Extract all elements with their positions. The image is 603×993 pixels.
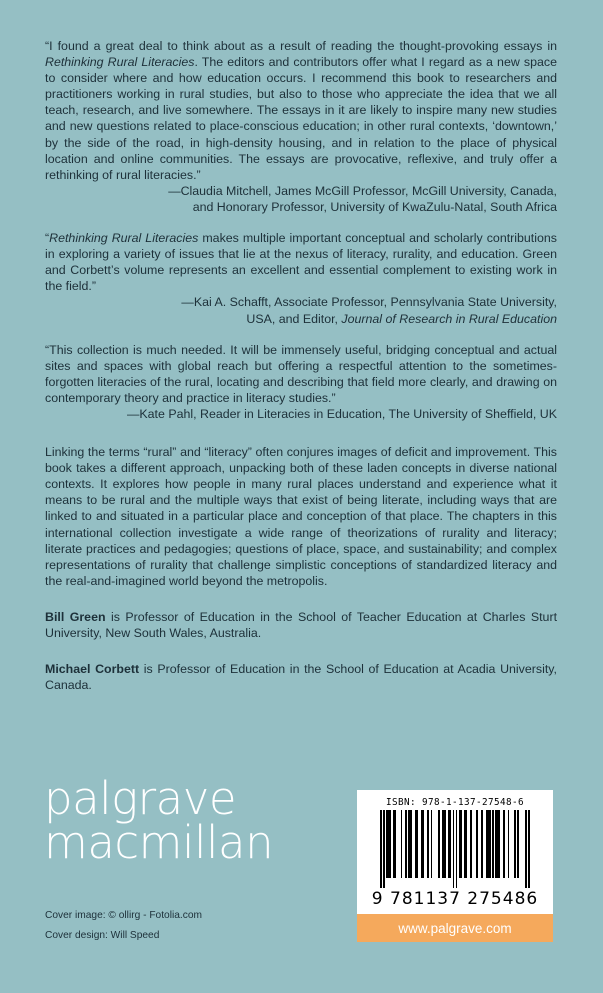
publisher-name-primary: palgrave [44, 772, 237, 825]
publisher-website-text: www.palgrave.com [398, 920, 512, 936]
quote-2-text-pre: “ [45, 231, 50, 246]
author-bio-bill-green [45, 609, 557, 641]
quote-2-text-post: makes multiple important conceptual and scholarly contributions in exploring a variety of issues that lie at the nexus of literacy, rurality, and education. Green and Corbett’s volume represents an excellent and essential complement to existing work in the field.” [45, 231, 557, 294]
isbn-label: ISBN: 978-1-137-27548-6 [386, 797, 524, 808]
quote-1-text-pre: “I found a great deal to think about as a result of reading the thought-provoking essays in [45, 39, 557, 53]
author-name: Michael Corbett [45, 662, 140, 677]
review-quote-3 [45, 342, 557, 422]
quote-2-book-title: Rethinking Rural Literacies [49, 231, 199, 246]
review-quote-2-body [45, 230, 557, 294]
cover-design-credit: Cover design: Will Speed [45, 930, 160, 941]
review-quote-3-attribution [45, 406, 557, 422]
attribution-journal-pre: USA, and Editor, [246, 311, 342, 326]
cover-image-credit: Cover image: © ollirg - Fotolia.com [45, 910, 202, 921]
barcode-bars [380, 810, 530, 888]
review-quote-3-body: “This collection is much needed. It will be immensely useful, bridging conceptual and actual sites and spaces with global reach but offering a respectful attention to the sometimes-forgotten literacies of the rural, locating and describing that field more clearly, and drawing on contemporary theory and practice in literacy studies.” [45, 342, 557, 405]
attribution-line: —Claudia Mitchell, James McGill Professor, McGill University, Canada, [168, 183, 557, 198]
author-name: Bill Green [45, 609, 106, 624]
palgrave-macmillan-logo [44, 772, 274, 870]
review-quote-1-body [45, 38, 557, 183]
cover-credits [45, 906, 202, 946]
isbn-barcode-box [357, 790, 553, 942]
attribution-line: and Honorary Professor, University of KwaZulu-Natal, South Africa [192, 199, 557, 214]
publisher-name-secondary: macmillan [44, 816, 274, 870]
author-bio-michael-corbett [45, 661, 557, 693]
attribution-line: —Kate Pahl, Reader in Literacies in Education, The University of Sheffield, UK [127, 406, 557, 421]
quote-1-text-post: . The editors and contributors offer what I regard as a new space to consider where and how education occurs. I recommend this book to researchers and practitioners working in rural studies, but also to those who appreciate the idea that we all teach, research, and live somewhere. The essays in it are likely to inspire many new studies and new questions related to place-conscious education; in other rural contexts, ‘downtown,’ by the side of the road, in high-density housing, and in relation to the place of physical location and online communities. The essays are provocative, reflexive, and truly offer a rethinking of rural literacies.” [45, 55, 557, 182]
publisher-website-bar[interactable] [357, 914, 553, 942]
author-bio-text: is Professor of Education in the School of Education at Acadia University, Canada. [45, 662, 557, 693]
review-quote-2-attribution [45, 294, 557, 326]
review-quote-1 [45, 38, 557, 215]
attribution-journal-title: Journal of Research in Rural Education [341, 311, 557, 326]
barcode-digits: 9 781137 275486 [371, 889, 539, 909]
review-quote-1-attribution [45, 183, 557, 215]
attribution-line: —Kai A. Schafft, Associate Professor, Pennsylvania State University, [181, 295, 557, 310]
author-bio-text: is Professor of Education in the School of Teacher Education at Charles Sturt University, New South Wales, Australia. [45, 609, 558, 640]
cover-text-content [45, 38, 557, 693]
review-quote-2 [45, 230, 557, 327]
book-description: Linking the terms “rural” and “literacy” often conjures images of deficit and improvement. This book takes a different approach, unpacking both of these laden concepts in diverse national contexts. It explores how people in many rural places understand and experience what it means to be rural and the multiple ways that exist of being literate, including ways that are linked to and situated in a particular place and conception of that place. The chapters in this international collection investigate a wide range of theorizations of rurality and literacy; literate practices and pedagogies; questions of place, space, and sustainability; and complex representations of rurality that challenge simplistic conceptions of standardized literacy and the real-and-imagined world beyond the metropolis. [45, 445, 557, 588]
attribution-line [45, 311, 557, 327]
quote-1-book-title: Rethinking Rural Literacies [45, 55, 195, 70]
